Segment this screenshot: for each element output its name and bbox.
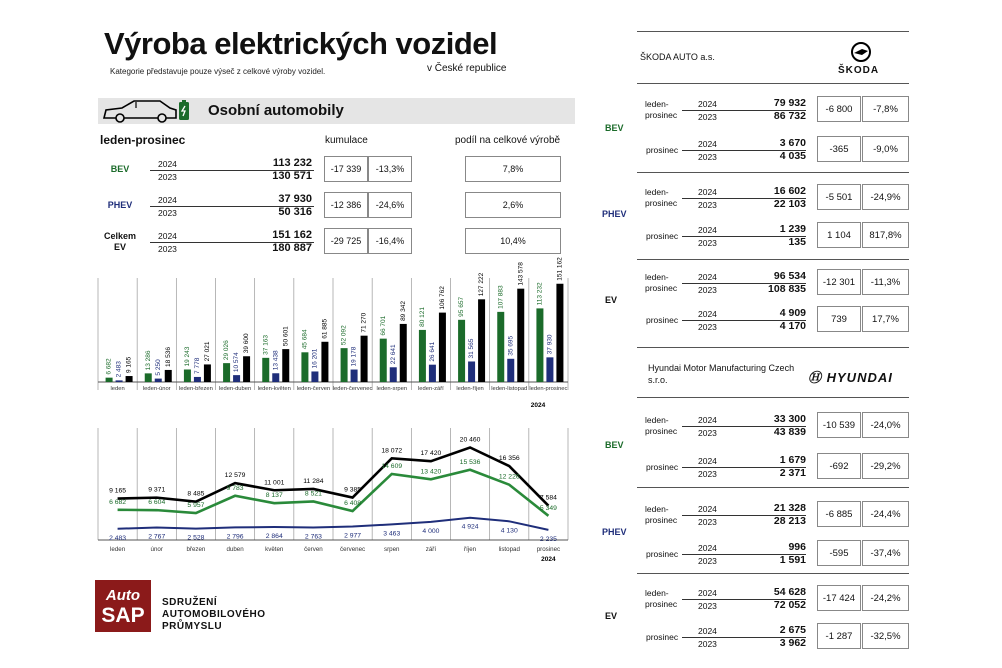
bar-celkem-ev [204,364,211,382]
year-label: 2023 [698,322,717,332]
bar-value-label: 106 762 [438,286,446,310]
ev-car-icon [100,98,195,124]
bar-value-label: 22 641 [389,344,397,365]
point-value-label: 8 137 [265,492,283,500]
value-2023: 2 371 [779,467,806,479]
x-tick-label: únor [150,546,163,553]
point-value-label: 4 130 [500,527,518,535]
bar-bev [341,348,348,382]
hyundai-wordmark: HYUNDAI [826,370,893,385]
summary-row-label: BEV [110,164,130,174]
value-2024: 996 [788,541,806,553]
x-tick-label: leden-září [418,386,444,392]
year-label: 2024 [698,272,717,282]
value-2024: 151 162 [272,229,312,241]
bar-value-label: 80 121 [418,307,426,327]
bar-phev [116,380,123,382]
point-value-label: 2 483 [109,534,127,542]
x-tick-label: leden-říjen [456,386,484,392]
diff-box: -365 [817,136,861,162]
year-label: 2023 [158,172,177,182]
pct-box: -24,6% [368,192,412,218]
point-value-label: 5 349 [539,504,557,512]
bar-value-label: 9 165 [125,356,133,374]
period-label: leden-prosinec [645,187,678,208]
year-annotation: 2024 [530,402,546,409]
logo-text-sap: SAP [101,604,145,627]
divider [637,347,909,348]
bar-bev [301,352,308,382]
bar-celkem-ev [556,284,563,382]
pct-box: -24,0% [862,412,909,438]
value-2024: 3 670 [779,137,806,149]
pct-box: -32,5% [862,623,909,649]
diff-box: -5 501 [817,184,861,210]
bar-value-label: 151 162 [556,257,564,281]
maker-group-label: BEV [605,123,624,133]
bar-celkem-ev [517,289,524,382]
divider [637,397,909,398]
year-label: 2023 [698,556,717,566]
point-value-label: 2 767 [148,533,166,541]
bar-bev [223,363,230,382]
bar-phev [194,377,201,382]
bar-phev [468,361,475,382]
bar-phev [311,371,318,382]
year-label: 2024 [698,588,717,598]
period-label: leden-prosinec [645,272,678,293]
association-line: AUTOMOBILOVÉHO [162,609,266,620]
category-label: Osobní automobily [208,102,344,119]
point-value-label: 18 072 [381,447,403,455]
pct-box: 817,8% [862,222,909,248]
divider [637,172,909,173]
year-label: 2023 [698,200,717,210]
pct-box: -9,0% [862,136,909,162]
year-label: 2024 [698,139,717,149]
bar-phev [155,379,162,382]
maker-group-label: PHEV [602,209,627,219]
year-label: 2024 [158,231,177,241]
pct-box: -29,2% [862,453,909,479]
x-tick-label: leden-únor [142,386,171,392]
bar-value-label: 19 178 [350,346,358,367]
bar-value-label: 89 342 [399,301,407,321]
association-line: SDRUŽENÍ [162,597,218,608]
bar-bev [262,358,269,382]
year-label: 2024 [698,225,717,235]
page-title: Výroba elektrických vozidel [104,26,498,61]
point-value-label: 7 584 [539,494,557,502]
page-subtitle: Kategorie představuje pouze výseč z celkové výroby vozidel. [110,67,326,76]
bar-value-label: 71 270 [360,312,368,333]
bar-phev [233,375,240,382]
period-label: prosinec [646,632,679,642]
bar-value-label: 39 600 [243,333,251,354]
skoda-logo: ŠKODA [838,65,880,76]
share-box: 2,6% [465,192,561,218]
bar-phev [351,370,358,382]
period-label: prosinec [646,462,679,472]
maker-group-label: EV [605,611,618,621]
point-value-label: 9 385 [344,486,362,494]
x-tick-label: květen [265,546,284,553]
point-value-label: 20 460 [459,436,481,444]
maker-name-skoda: ŠKODA AUTO a.s. [640,52,715,62]
value-2024: 113 232 [272,157,312,169]
maker-group-label: BEV [605,440,624,450]
point-value-label: 2 528 [187,534,205,542]
x-tick-label: leden-červenec [332,386,373,392]
bar-celkem-ev [439,313,446,382]
value-2023: 86 732 [773,110,806,122]
point-value-label: 15 536 [459,458,481,466]
diff-box: -6 885 [817,501,861,527]
bar-value-label: 45 684 [301,329,309,350]
point-value-label: 2 977 [344,532,362,540]
year-label: 2024 [698,504,717,514]
period-label: leden-prosinec [645,504,678,525]
year-label: 2024 [698,415,717,425]
point-value-label: 8 521 [304,490,322,498]
pct-box: -7,8% [862,96,909,122]
bar-phev [429,365,436,382]
year-label: 2023 [698,112,717,122]
region-label: v České republice [427,63,507,74]
pct-box: -16,4% [368,228,412,254]
point-value-label: 11 001 [264,479,285,487]
divider [637,573,909,574]
x-tick-label: leden-prosinec [529,386,568,392]
value-2024: 37 930 [278,193,312,205]
bar-value-label: 37 930 [546,334,554,355]
bar-bev [497,312,504,382]
bar-bev [419,330,426,382]
x-tick-label: leden-květen [257,386,291,392]
period-label: prosinec [646,315,679,325]
x-tick-label: prosinec [536,546,561,553]
divider [637,31,909,32]
diff-box: -10 539 [817,412,861,438]
x-tick-label: leden-duben [218,386,252,392]
value-2024: 96 534 [773,270,806,282]
bar-value-label: 5 250 [154,359,162,376]
bar-value-label: 95 657 [458,296,466,317]
year-label: 2023 [698,152,717,162]
year-label: 2024 [698,187,717,197]
bar-value-label: 13 286 [144,350,152,371]
value-2023: 130 571 [272,170,312,182]
bar-celkem-ev [321,342,328,382]
diff-box: -692 [817,453,861,479]
bar-celkem-ev [282,349,289,382]
share-header: podíl na celkové výrobě [455,135,561,146]
bar-value-label: 113 232 [536,282,544,306]
summary-row-label: Celkem EV [103,231,137,252]
year-label: 2024 [698,543,717,553]
bar-value-label: 7 778 [193,357,201,374]
point-value-label: 14 609 [381,462,403,470]
year-label: 2023 [698,639,717,649]
x-tick-label: leden-březen [178,386,213,392]
value-2023: 4 035 [779,150,806,162]
point-value-label: 2 864 [265,533,283,541]
period-label: prosinec [646,231,679,241]
x-tick-label: červenec [340,546,366,553]
maker-group-label: EV [605,295,618,305]
year-annotation: 2024 [541,556,556,563]
bar-value-label: 66 701 [379,315,387,336]
year-label: 2024 [698,456,717,466]
x-tick-label: leden-červen [296,386,331,392]
diff-box: -12 301 [817,269,861,295]
diff-box: -1 287 [817,623,861,649]
year-label: 2023 [698,428,717,438]
share-box: 7,8% [465,156,561,182]
point-value-label: 3 463 [383,530,401,538]
value-2023: 43 839 [773,426,806,438]
value-2023: 72 052 [773,599,806,611]
x-tick-label: leden [110,386,125,392]
point-value-label: 2 796 [226,533,244,541]
point-value-label: 11 284 [303,477,324,485]
value-2024: 1 679 [779,454,806,466]
point-value-label: 13 420 [420,468,442,476]
value-2024: 2 675 [779,624,806,636]
bar-value-label: 27 021 [203,341,211,362]
year-label: 2024 [158,159,177,169]
summary-row-label: PHEV [107,200,133,210]
value-2023: 22 103 [773,198,806,210]
summary-period: leden-prosinec [100,133,186,147]
x-tick-label: listopad [498,546,520,553]
bar-value-label: 143 578 [517,262,525,286]
x-tick-label: září [425,546,437,553]
year-label: 2023 [158,244,177,254]
value-2023: 1 591 [779,554,806,566]
value-2023: 4 170 [779,320,806,332]
point-value-label: 12 226 [498,473,520,481]
bar-bev [184,369,191,382]
bar-bev [106,378,113,382]
bar-bev [536,308,543,382]
bar-value-label: 29 026 [223,340,231,361]
pct-box: -11,3% [862,269,909,295]
period-label: prosinec [646,549,679,559]
bar-value-label: 6 682 [105,358,113,375]
bar-value-label: 2 483 [115,361,123,378]
period-label: leden-prosinec [645,415,678,436]
bar-value-label: 26 641 [428,341,436,362]
point-value-label: 6 604 [148,499,166,507]
diff-box: 1 104 [817,222,861,248]
bar-value-label: 107 883 [497,285,505,309]
bar-value-label: 37 163 [262,334,270,355]
year-label: 2023 [698,469,717,479]
pct-box: -24,2% [862,585,909,611]
bar-phev [546,357,553,382]
bar-phev [272,373,279,382]
maker-name-hyundai: Hyundai Motor Manufacturing Czech s.r.o. [648,363,795,385]
skoda-arrow-icon [848,42,874,62]
share-box: 10,4% [465,228,561,254]
bar-celkem-ev [361,336,368,382]
value-2024: 79 932 [773,97,806,109]
x-tick-label: leden-listopad [491,386,528,392]
point-value-label: 17 420 [420,450,442,458]
bar-bev [145,373,152,382]
point-value-label: 9 371 [148,486,166,494]
value-2023: 3 962 [779,637,806,649]
bar-bev [380,339,387,382]
point-value-label: 4 924 [461,523,479,531]
monthly-line-chart [98,428,568,570]
diff-box: -6 800 [817,96,861,122]
kumulace-header: kumulace [325,135,368,146]
year-label: 2024 [698,309,717,319]
x-tick-label: březen [186,546,206,553]
pct-box: -13,3% [368,156,412,182]
year-label: 2023 [698,285,717,295]
pct-box: -24,9% [862,184,909,210]
point-value-label: 5 957 [187,502,205,510]
logo-text-auto: Auto [105,587,141,604]
x-tick-label: duben [226,546,244,553]
bar-phev [390,367,397,382]
bar-value-label: 127 222 [478,272,486,297]
divider [637,259,909,260]
bar-phev [507,359,514,382]
x-tick-label: leden [110,546,126,553]
year-label: 2023 [698,238,717,248]
bar-bev [458,320,465,382]
year-label: 2023 [158,208,177,218]
period-label: prosinec [646,145,679,155]
value-2024: 16 602 [773,185,806,197]
bar-celkem-ev [400,324,407,382]
x-tick-label: říjen [464,546,477,553]
bar-value-label: 10 574 [233,352,241,373]
diff-box: -29 725 [324,228,368,254]
bar-value-label: 18 536 [164,347,172,367]
bar-value-label: 50 601 [282,326,290,347]
hyundai-logo [808,367,893,386]
x-tick-label: srpen [384,546,400,553]
bar-value-label: 13 438 [272,350,280,371]
divider [637,487,909,488]
value-2024: 33 300 [773,413,806,425]
hyundai-h-icon: Ⓗ [808,370,827,385]
diff-box: -17 339 [324,156,368,182]
point-value-label: 2 763 [304,533,322,541]
cumulative-bar-chart [98,257,568,412]
x-tick-label: leden-srpen [376,386,408,392]
point-value-label: 8 485 [187,490,205,498]
value-2023: 135 [788,236,806,248]
year-label: 2024 [158,195,177,205]
bar-value-label: 16 201 [311,348,319,369]
bar-celkem-ev [126,376,133,382]
bar-value-label: 31 565 [468,338,476,359]
value-2023: 50 316 [278,206,312,218]
period-label: leden-prosinec [645,588,678,609]
point-value-label: 9 783 [226,484,244,492]
value-2024: 1 239 [779,223,806,235]
bar-value-label: 19 243 [183,346,191,367]
point-value-label: 16 356 [498,455,520,463]
point-value-label: 12 579 [224,472,246,480]
bar-celkem-ev [478,299,485,382]
value-2024: 54 628 [773,586,806,598]
diff-box: -17 424 [817,585,861,611]
bar-value-label: 61 885 [321,318,329,339]
bar-celkem-ev [165,370,172,382]
point-value-label: 6 682 [109,498,127,506]
pct-box: -37,4% [862,540,909,566]
value-2024: 4 909 [779,307,806,319]
x-tick-label: červen [304,546,323,553]
point-value-label: 2 235 [539,535,557,543]
value-2024: 21 328 [773,502,806,514]
association-name [162,597,265,633]
divider [637,83,909,84]
autosap-logo [95,580,151,632]
point-value-label: 4 000 [422,527,440,535]
year-label: 2023 [698,517,717,527]
year-label: 2024 [698,626,717,636]
value-2023: 180 887 [272,242,312,254]
value-2023: 108 835 [768,283,806,295]
association-line: PRŮMYSLU [162,621,223,632]
bar-celkem-ev [243,356,250,382]
point-value-label: 9 165 [109,487,127,495]
value-2023: 28 213 [773,515,806,527]
pct-box: 17,7% [862,306,909,332]
bar-value-label: 35 695 [507,335,515,356]
diff-box: 739 [817,306,861,332]
year-label: 2024 [698,99,717,109]
point-value-label: 6 408 [344,500,362,508]
year-label: 2023 [698,601,717,611]
pct-box: -24,4% [862,501,909,527]
diff-box: -12 386 [324,192,368,218]
maker-group-label: PHEV [602,527,627,537]
diff-box: -595 [817,540,861,566]
bar-value-label: 52 092 [340,325,348,346]
period-label: leden-prosinec [645,99,678,120]
